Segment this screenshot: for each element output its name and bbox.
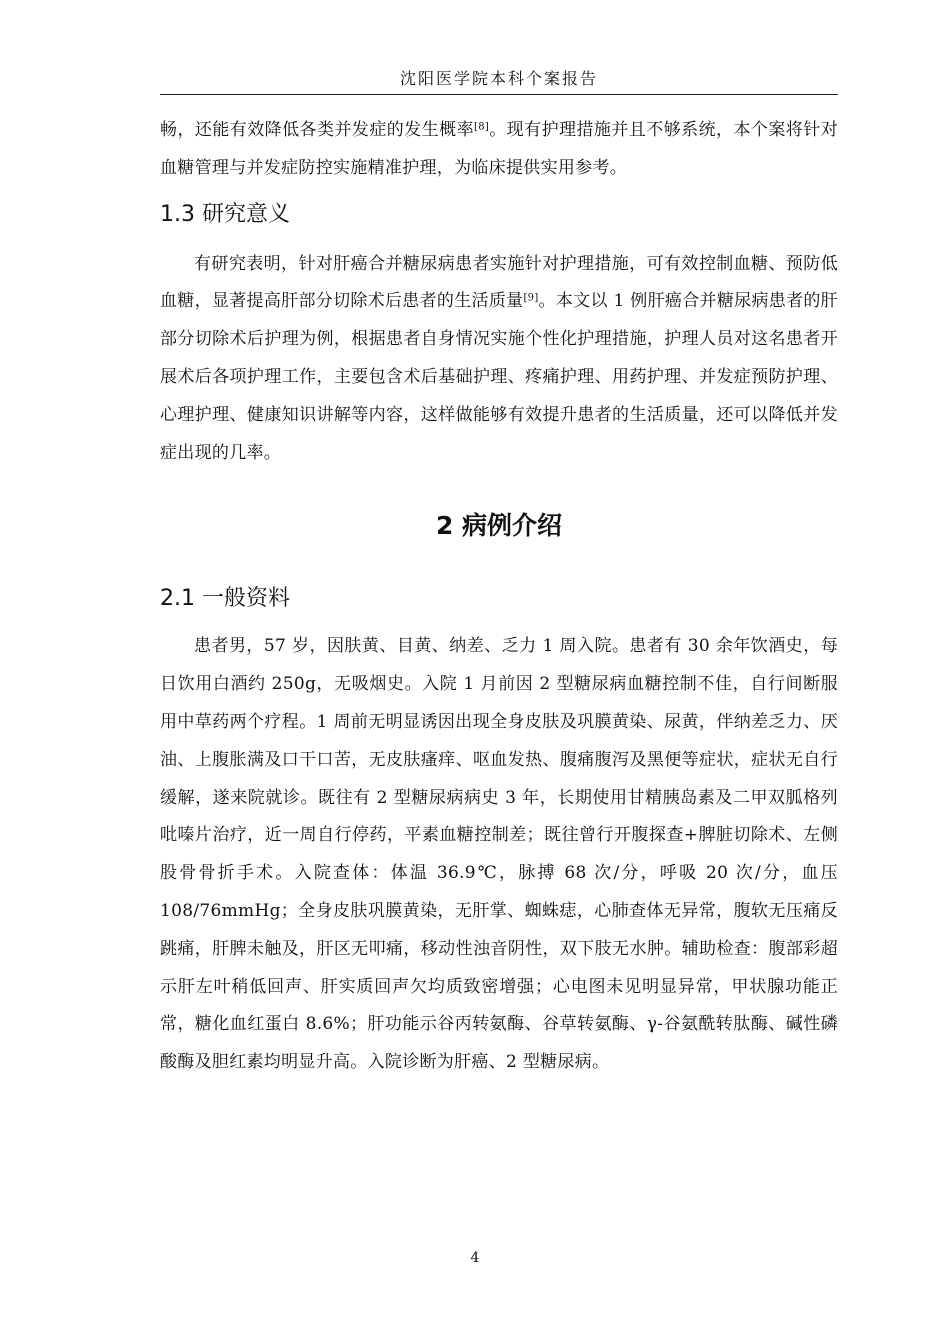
section-heading-1-3: 1.3 研究意义 xyxy=(160,201,290,227)
page-number: 4 xyxy=(470,1250,480,1266)
paragraph-case-info: 患者男，57 岁，因肤黄、目黄、纳差、乏力 1 周入院。患者有 30 余年饮酒史，每日饮用白酒约 250g，无吸烟史。入院 1 月前因 2 型糖尿病血糖控制不佳，自行间断服用中草药两个疗程。1 周前无明显诱因出现全身皮肤及巩膜黄染、尿黄，伴纳差乏力、厌油、上腹胀满及口干口苦，无皮肤瘙痒、呕血发热、腹痛腹泻及黑便等症状，症状无自行缓解，遂来院就诊。既往有 2 型糖尿病病史 3 年，长期使用甘精胰岛素及二甲双胍格列吡嗪片治疗，近一周自行停药，平素血糖控制差；既往曾行开腹探查+脾脏切除术、左侧股骨骨折手术。入院查体：体温 36.9℃，脉搏 68 次/分，呼吸 20 次/分，血压 108/76mmHg；全身皮肤巩膜黄染，无肝掌、蜘蛛痣，心肺查体无异常，腹软无压痛反跳痛，肝脾未触及，肝区无叩痛，移动性浊音阴性，双下肢无水肿。辅助检查：腹部彩超示肝左叶稍低回声、肝实质回声欠均质致密增强；心电图未见明显异常，甲状腺功能正常，糖化血红蛋白 8.6%；肝功能示谷丙转氨酶、谷草转氨酶、γ-谷氨酰转肽酶、碱性磷酸酶及胆红素均明显升高。入院诊断为肝癌、2 型糖尿病。 xyxy=(160,636,838,1073)
page-body xyxy=(160,112,838,1082)
citation-8: [8] xyxy=(474,121,490,133)
paragraph-text: 有研究表明，针对肝癌合并糖尿病患者实施针对护理措施，可有效控制血糖、预防低血糖，显著提高肝部分切除术后患者的生活质量 xyxy=(160,253,838,312)
paragraph-text: 。本文以 1 例肝癌合并糖尿病患者的肝部分切除术后护理为例，根据患者自身情况实施个性化护理措施，护理人员对这名患者开展术后各项护理工作，主要包含术后基础护理、疼痛护理、用药护理、并发症预防护理、心理护理、健康知识讲解等内容，这样做能够有效提升患者的生活质量，还可以降低并发症出现的几率。 xyxy=(160,291,838,463)
paragraph-text: 畅，还能有效降低各类并发症的发生概率 xyxy=(160,120,475,140)
citation-9: [9] xyxy=(523,292,539,304)
paragraph-text: 。现有护理措施并且不够系统，本个案将针对血糖管理与并发症防控实施精准护理，为临床提供实用参考。 xyxy=(160,120,838,178)
paragraph-continuation xyxy=(160,112,838,188)
paragraph-research-significance xyxy=(160,246,838,473)
chapter-heading-2: 2 病例介绍 xyxy=(435,511,563,541)
section-heading-2-1: 2.1 一般资料 xyxy=(160,586,290,612)
running-header: 沈阳医学院本科个案报告 xyxy=(160,64,838,95)
